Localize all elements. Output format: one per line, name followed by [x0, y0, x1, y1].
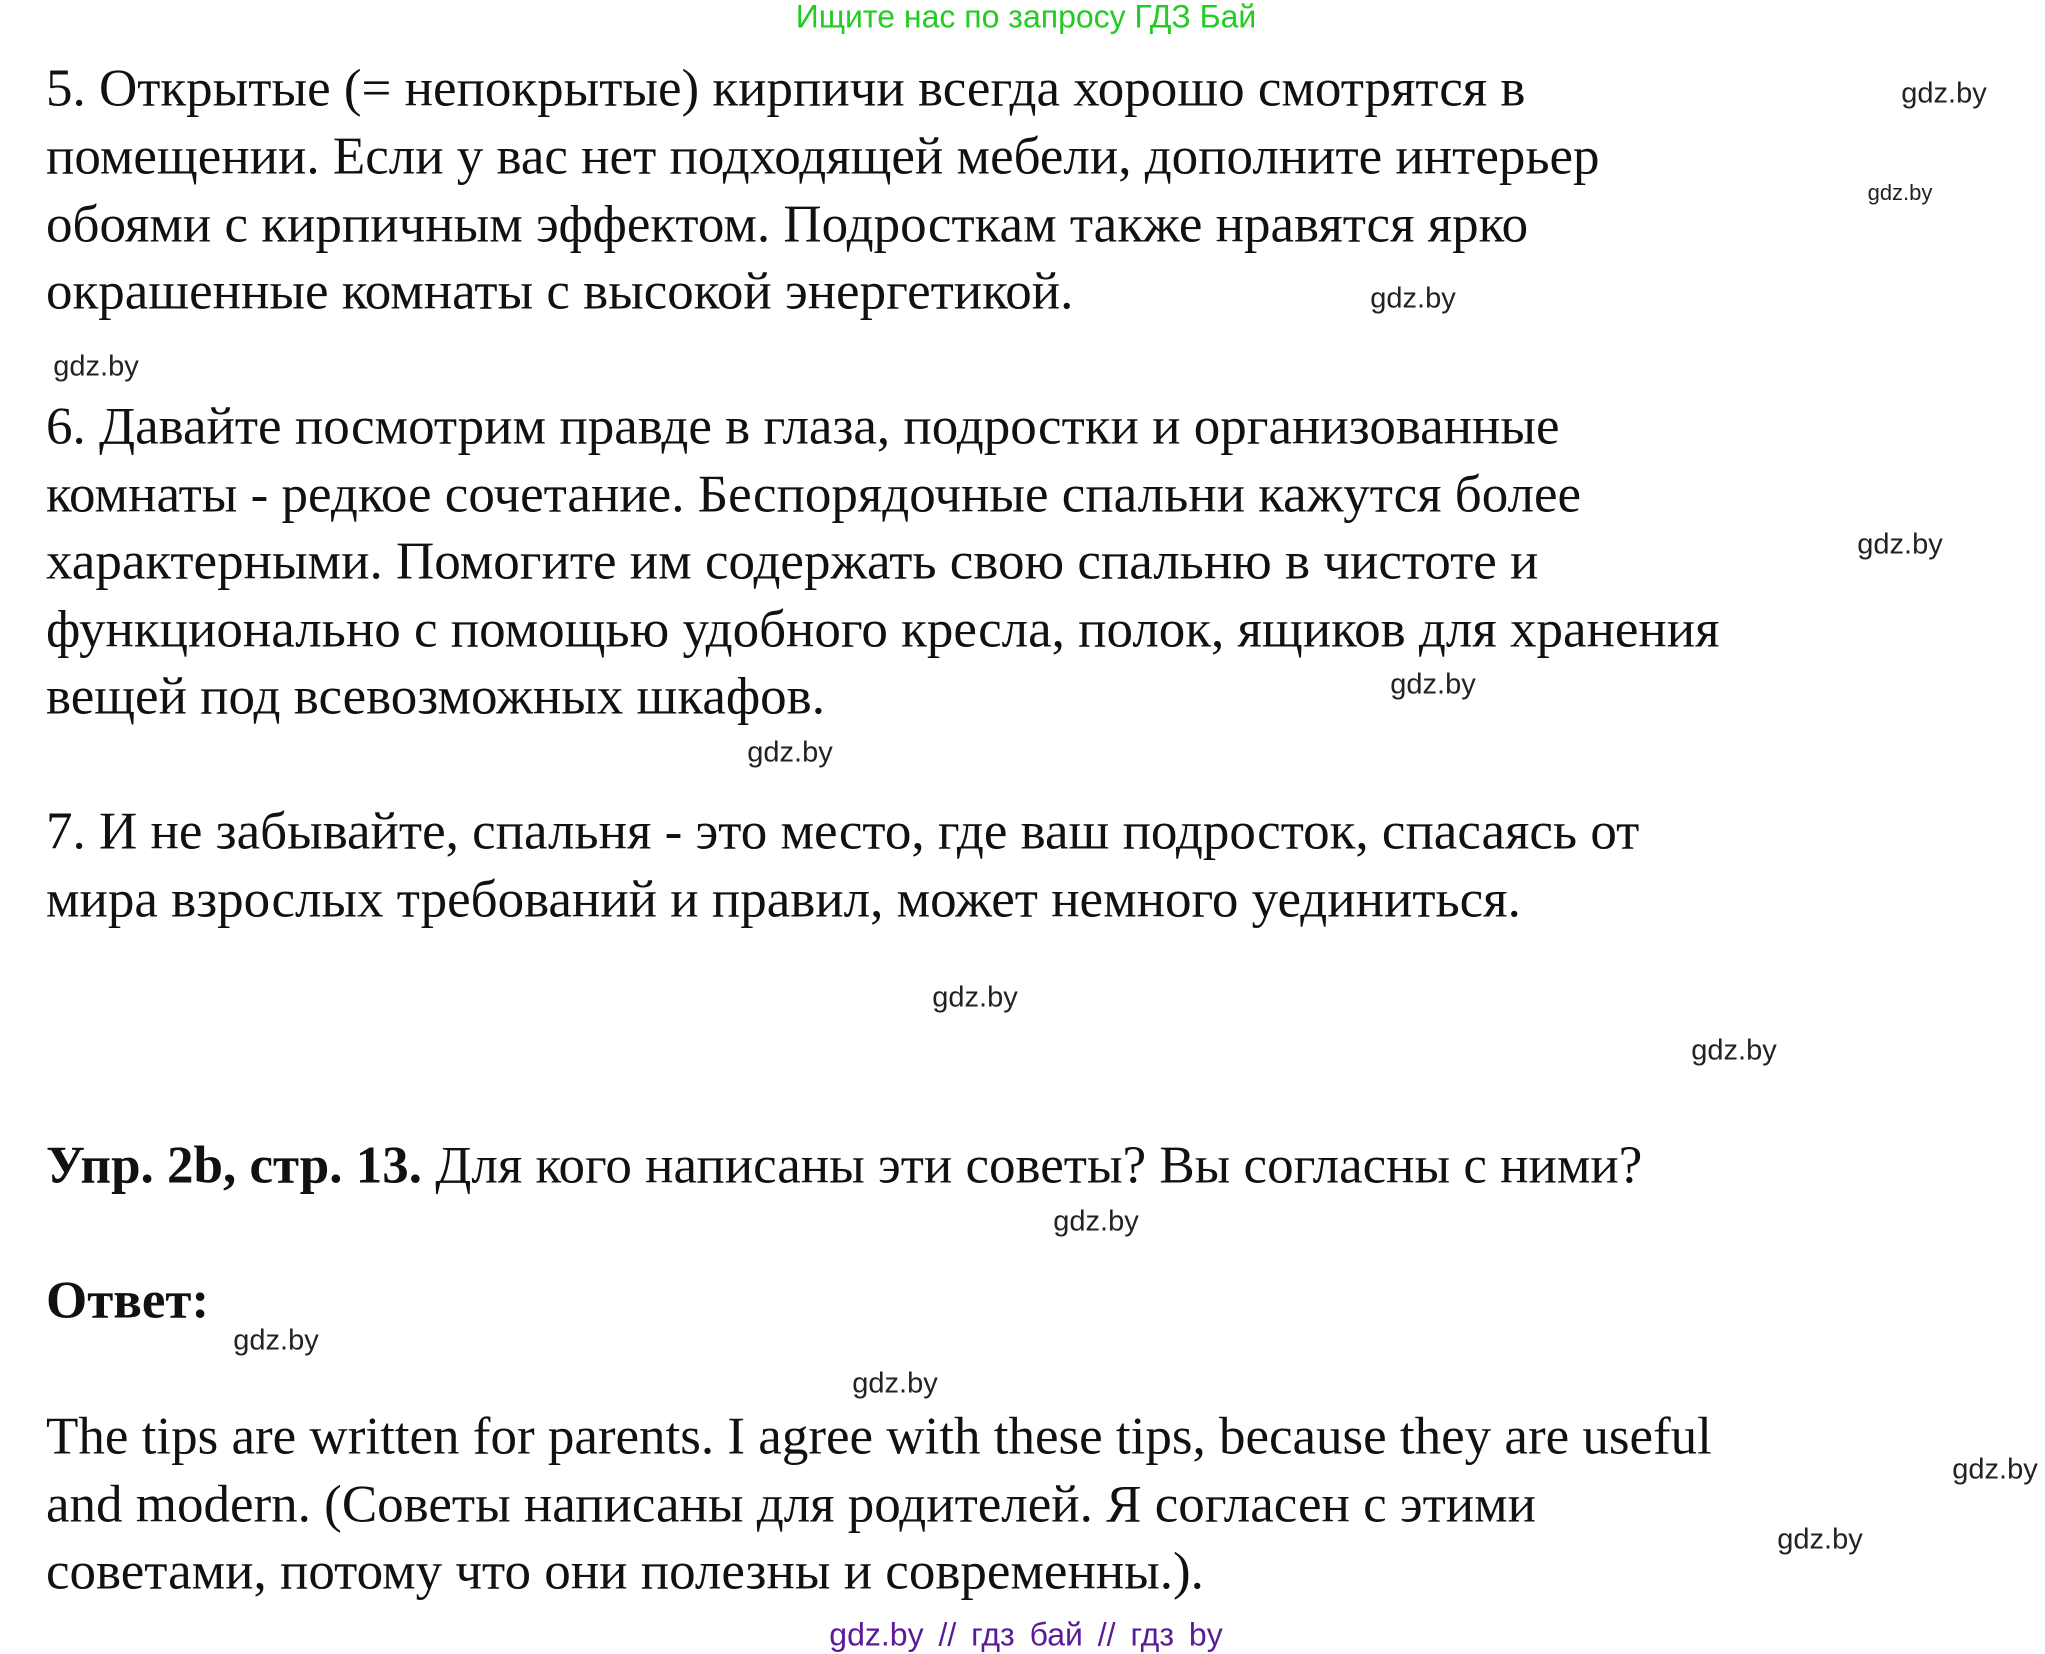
paragraph-5-line: обоями с кирпичным эффектом. Подросткам также нравятся ярко — [46, 195, 1529, 254]
paragraph-6-line: функционально с помощью удобного кресла, полок, ящиков для хранения — [46, 600, 1720, 659]
footer-links[interactable]: gdz.by // гдз бай // гдз by — [829, 1616, 1223, 1653]
watermark: gdz.by — [1691, 1034, 1777, 1067]
watermark: gdz.by — [1867, 180, 1933, 205]
paragraph-5-line: помещении. Если у вас нет подходящей мебели, дополните интерьер — [46, 127, 1600, 186]
watermark: gdz.by — [53, 350, 139, 383]
answer-heading — [46, 1271, 210, 1330]
paragraph-7-line: мира взрослых требований и правил, может немного уединиться. — [46, 870, 1521, 929]
watermark: gdz.by — [233, 1324, 319, 1357]
answer-line: советами, потому что они полезны и современны.). — [46, 1542, 1204, 1601]
paragraph-5-line: 5. Открытые (= непокрытые) кирпичи всегда хорошо смотрятся в — [46, 59, 1526, 118]
paragraph-6-line: характерными. Помогите им содержать свою спальню в чистоте и — [46, 532, 1539, 591]
answer-line: and modern. (Советы написаны для родителей. Я согласен с этими — [46, 1475, 1537, 1534]
watermark: gdz.by — [1390, 668, 1476, 701]
exercise-label: Упр. 2b, стр. 13. — [46, 1136, 422, 1195]
watermark: gdz.by — [1053, 1205, 1139, 1238]
watermark: gdz.by — [1777, 1523, 1863, 1556]
watermark: gdz.by — [932, 981, 1018, 1014]
paragraph-6-line: вещей под всевозможных шкафов. — [46, 667, 825, 726]
paragraph-6-line: 6. Давайте посмотрим правде в глаза, подростки и организованные — [46, 397, 1560, 456]
watermark: gdz.by — [1952, 1453, 2038, 1486]
watermark: gdz.by — [1370, 282, 1456, 315]
watermark: gdz.by — [852, 1367, 938, 1400]
watermark: gdz.by — [1901, 77, 1987, 110]
watermark: gdz.by — [747, 736, 833, 769]
paragraph-6-line: комнаты - редкое сочетание. Беспорядочные спальни кажутся более — [46, 465, 1582, 524]
exercise-heading — [46, 1136, 1643, 1195]
answer-label: Ответ: — [46, 1271, 210, 1330]
search-hint-banner: Ищите нас по запросу ГДЗ Бай — [795, 0, 1257, 35]
watermark: gdz.by — [1857, 528, 1943, 561]
exercise-question: Для кого написаны эти советы? Вы согласны с ними? — [421, 1136, 1643, 1195]
answer-line: The tips are written for parents. I agree with these tips, because they are useful — [46, 1407, 1712, 1466]
paragraph-7-line: 7. И не забывайте, спальня - это место, где ваш подросток, спасаясь от — [46, 802, 1640, 861]
paragraph-5-line: окрашенные комнаты с высокой энергетикой. — [46, 262, 1074, 321]
